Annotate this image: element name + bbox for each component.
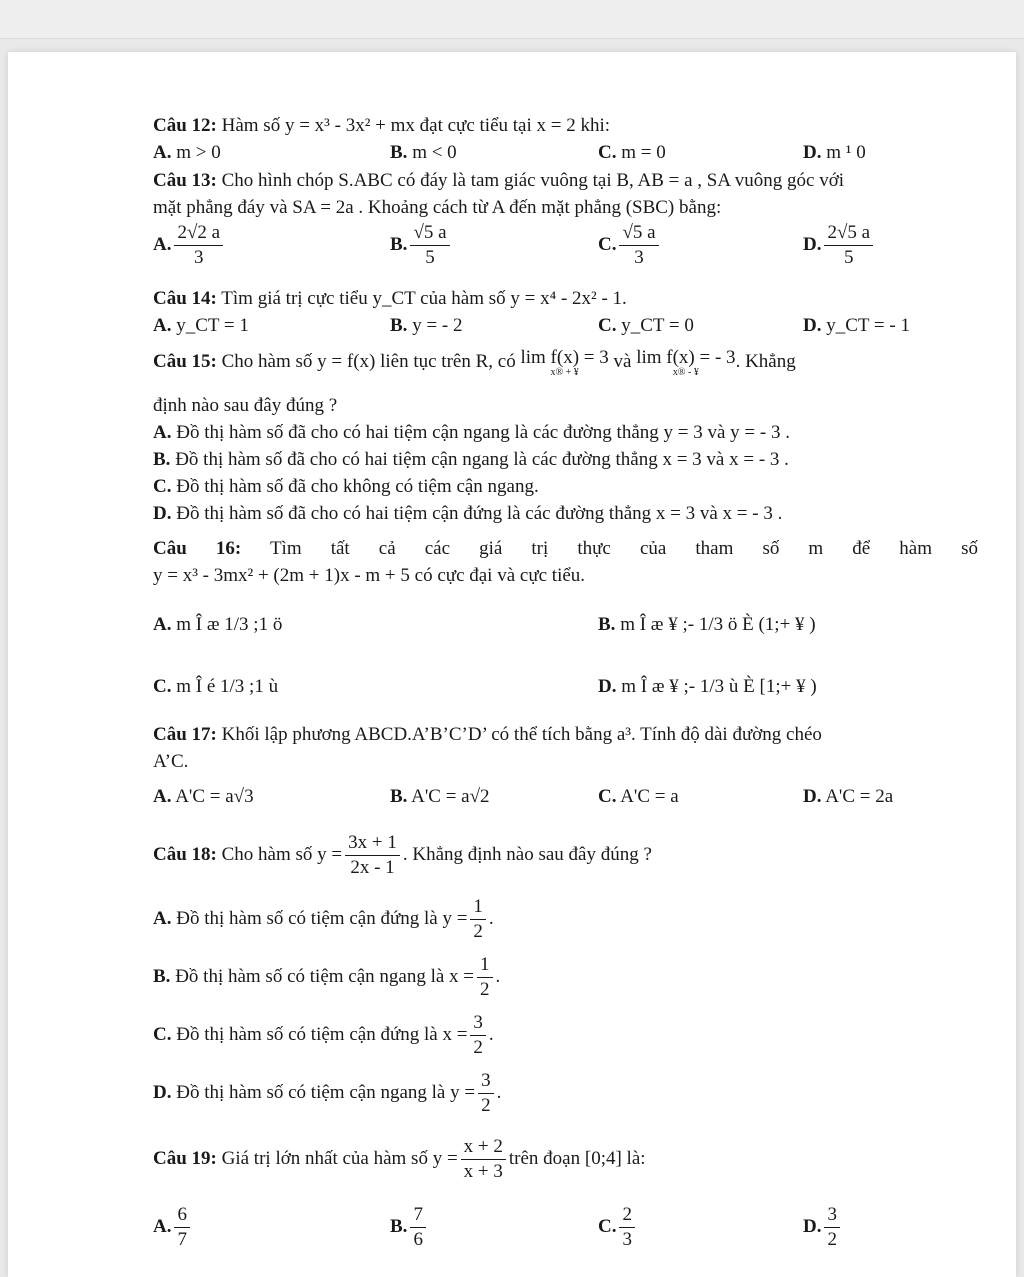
option-c: C. $\frac{2}{3}$ — [598, 1203, 638, 1252]
options-14 — [153, 312, 978, 340]
option-a: A. y_CT = 1 — [153, 315, 249, 336]
option-c: C. m Î é 1/3 ;1 ù — [153, 676, 279, 697]
viewer-top-bar — [0, 0, 1024, 39]
option-a: A. A'C = a√3 — [153, 786, 254, 807]
option-b: B. y = - 2 — [390, 315, 463, 336]
option-b: B. A'C = a√2 — [390, 786, 490, 807]
option-c: C. Đồ thị hàm số có tiệm cận đứng là x = $\frac{3}{2}$ . — [153, 1012, 494, 1058]
options-19 — [153, 1203, 978, 1253]
option-d: D. m Î æ ¥ ;- 1/3 ù È [1;+ ¥ ) — [598, 676, 817, 697]
option-d: D. $\frac{2√5 a}{5}$ — [803, 221, 876, 270]
option-a: A. m > 0 — [153, 142, 221, 163]
options-17 — [153, 783, 978, 811]
limit-minus-infinity: lim f(x) = - 3 x® - ¥ — [636, 347, 736, 378]
option-c: C. Đồ thị hàm số đã cho không có tiệm cận ngang. — [153, 476, 539, 497]
option-b: B. Đồ thị hàm số có tiệm cận ngang là x = $\frac{1}{2}$ . — [153, 954, 501, 1000]
options-16-ab — [153, 597, 978, 659]
document-page — [8, 52, 1016, 1277]
option-b: B. m Î æ ¥ ;- 1/3 ö È (1;+ ¥ ) — [598, 614, 816, 635]
question-text-line2: định nào sau đây đúng ? — [153, 395, 338, 416]
question-text-line2: y = x³ - 3mx² + (2m + 1)x - m + 5 có cực đại và cực tiểu. — [153, 565, 586, 586]
option-a: A. m Î æ 1/3 ;1 ö — [153, 614, 283, 635]
question-text-line2: mặt phẳng đáy và SA = 2a . Khoảng cách từ A đến mặt phẳng (SBC) bằng: — [153, 197, 722, 218]
question-text: Hàm số y = x³ - 3x² + mx đạt cực tiểu tại x = 2 khi: — [221, 115, 611, 136]
question-19: Câu 19: Giá trị lớn nhất của hàm số y = $\frac{x + 2}{x + 3}$ trên đoạn [0;4] là: — [153, 1136, 646, 1182]
question-17: Câu 17: Khối lập phương ABCD.A’B’C’D’ có thể tích bằng a³. Tính độ dài đường chéo — [153, 724, 822, 745]
question-text-line2: A’C. — [153, 751, 189, 772]
option-a: A. $\frac{2√2 a}{3}$ — [153, 221, 226, 270]
option-a: A. Đồ thị hàm số đã cho có hai tiệm cận ngang là các đường thẳng y = 3 và y = - 3 . — [153, 422, 790, 443]
option-d: D. $\frac{3}{2}$ — [803, 1203, 843, 1252]
question-18: Câu 18: Cho hàm số y = $\frac{3x + 1}{2x - 1}$ . Khẳng định nào sau đây đúng ? — [153, 832, 652, 878]
option-d: D. y_CT = - 1 — [803, 315, 910, 336]
question-list — [153, 112, 978, 1253]
option-d: D. Đồ thị hàm số có tiệm cận ngang là y = $\frac{3}{2}$ . — [153, 1070, 502, 1116]
option-c: C. A'C = a — [598, 786, 679, 807]
option-b: B. m < 0 — [390, 142, 457, 163]
question-14: Câu 14: Tìm giá trị cực tiểu y_CT của hàm số y = x⁴ - 2x² - 1. — [153, 288, 627, 309]
question-13: Câu 13: Cho hình chóp S.ABC có đáy là tam giác vuông tại B, AB = a , SA vuông góc với — [153, 170, 845, 191]
options-12 — [153, 139, 978, 167]
option-a: A. Đồ thị hàm số có tiệm cận đứng là y = $\frac{1}{2}$ . — [153, 896, 494, 942]
question-text: Tìm giá trị cực tiểu y_CT của hàm số y = x⁴ - 2x² - 1. — [221, 288, 627, 309]
option-c: C. m = 0 — [598, 142, 666, 163]
option-c: C. y_CT = 0 — [598, 315, 694, 336]
question-16: Câu 16: Tìm tất cả các giá trị thực của tham số m để hàm số — [153, 538, 978, 559]
option-d: D. Đồ thị hàm số đã cho có hai tiệm cận đứng là các đường thẳng x = 3 và x = - 3 . — [153, 503, 783, 524]
option-c: C. $\frac{√5 a}{3}$ — [598, 221, 662, 270]
option-b: B. Đồ thị hàm số đã cho có hai tiệm cận ngang là các đường thẳng x = 3 và x = - 3 . — [153, 449, 789, 470]
option-b: B. $\frac{7}{6}$ — [390, 1203, 429, 1252]
option-d: D. m ¹ 0 — [803, 142, 866, 163]
options-16-cd — [153, 659, 978, 721]
option-d: D. A'C = 2a — [803, 786, 894, 807]
question-15: Câu 15: Cho hàm số y = f(x) liên tục trên R, có lim f(x) = 3 x® + ¥ và lim f(x) = - 3 x® - ¥ . Khẳng — [153, 347, 796, 378]
limit-plus-infinity: lim f(x) = 3 x® + ¥ — [520, 347, 609, 378]
question-text: Cho hình chóp S.ABC có đáy là tam giác vuông tại B, AB = a , SA vuông góc với — [221, 170, 845, 191]
question-label: Câu 12: — [153, 115, 217, 136]
question-12 — [153, 112, 978, 139]
options-13 — [153, 221, 978, 271]
option-a: A. $\frac{6}{7}$ — [153, 1203, 193, 1252]
option-b: B. $\frac{√5 a}{5}$ — [390, 221, 453, 270]
